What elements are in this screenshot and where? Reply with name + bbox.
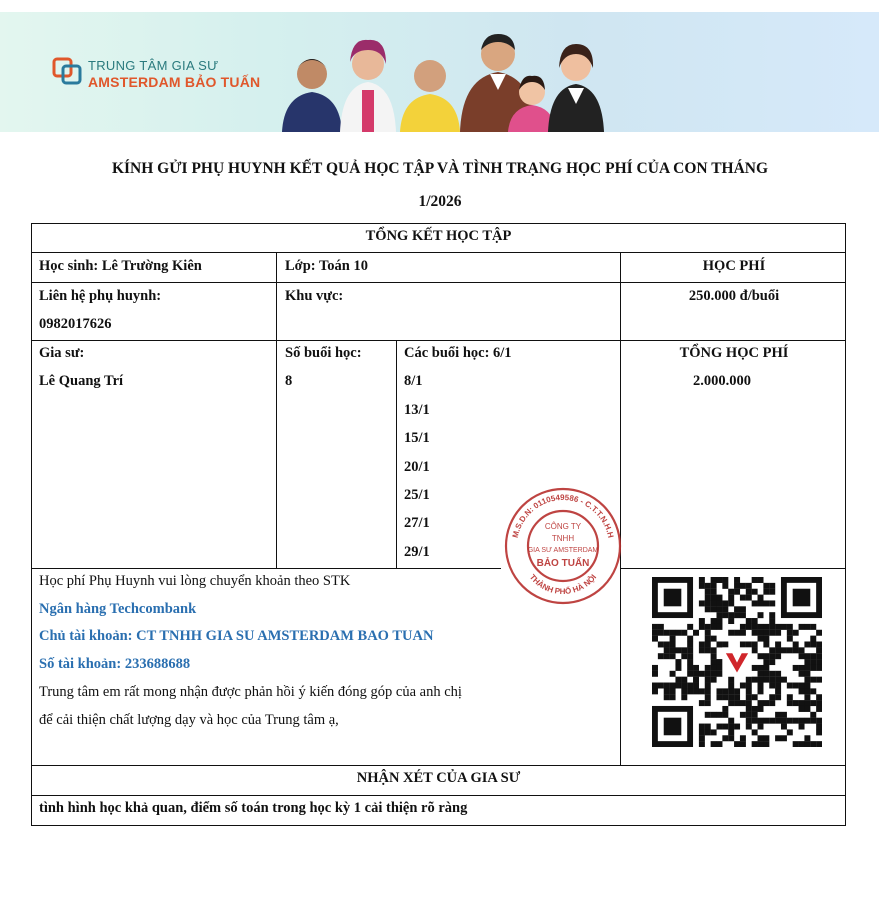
table-rule (31, 252, 846, 253)
total-fee-label: TỔNG HỌC PHÍ (679, 345, 789, 361)
svg-text:THÀNH PHỐ HÀ NỘI: THÀNH PHỐ HÀ NỘI (527, 572, 599, 597)
svg-text:CÔNG TY: CÔNG TY (544, 522, 582, 531)
table-rule (621, 568, 846, 569)
svg-text:M.S.D.N: 0110549586 - C.T.T.N.: M.S.D.N: 0110549586 - C.T.T.N.H.H (510, 492, 616, 539)
qr-code (652, 577, 822, 747)
session-date: 29/1 (404, 544, 430, 560)
summary-heading: TỔNG KẾT HỌC TẬP (365, 228, 512, 244)
page-title-line2: 1/2026 (418, 193, 462, 210)
session-date: 13/1 (404, 402, 430, 418)
session-date: 25/1 (404, 487, 430, 503)
session-dates-label: Các buổi học: 6/1 (404, 345, 512, 361)
svg-text:BẢO TUẤN: BẢO TUẤN (536, 558, 590, 569)
payment-intro: Học phí Phụ Huynh vui lòng chuyển khoản theo STK (39, 573, 351, 589)
table-rule (31, 795, 846, 796)
table-rule (31, 282, 846, 283)
session-date: 8/1 (404, 373, 423, 389)
brand-logo-icon (52, 56, 82, 86)
banner-people-photo (270, 12, 610, 132)
session-date: 20/1 (404, 459, 430, 475)
feedback-line1: Trung tâm em rất mong nhận được phản hồi ý kiến đóng góp của anh chị (39, 684, 462, 700)
student-name: Học sinh: Lê Trường Kiên (39, 258, 202, 274)
brand-name-line1: TRUNG TÂM GIA SƯ (88, 58, 219, 73)
header-banner (0, 12, 879, 132)
table-rule (31, 765, 846, 766)
comments-heading: NHẬN XÉT CỦA GIA SƯ (356, 770, 521, 786)
sessions-label: Số buổi học: (285, 345, 362, 361)
area-label: Khu vực: (285, 288, 344, 304)
page-title-line1: KÍNH GỬI PHỤ HUYNH KẾT QUẢ HỌC TẬP VÀ TÌNH TRẠNG HỌC PHÍ CỦA CON THÁNG (111, 160, 769, 177)
sessions-count: 8 (285, 373, 293, 389)
feedback-line2: để cải thiện chất lượng dạy và học của Trung tâm ạ, (39, 712, 339, 728)
tutor-name: Lê Quang Trí (39, 373, 124, 389)
tutor-comment: tình hình học khả quan, điểm số toán trong học kỳ 1 cải thiện rõ ràng (39, 800, 468, 816)
class-name: Lớp: Toán 10 (285, 258, 368, 274)
account-holder: Chủ tài khoản: CT TNHH GIA SU AMSTERDAM BAO TUAN (39, 628, 434, 644)
table-rule (31, 568, 501, 569)
svg-text:TNHH: TNHH (551, 534, 575, 543)
table-rule (31, 340, 846, 341)
session-date: 27/1 (404, 515, 430, 531)
brand-name-line2: AMSTERDAM BẢO TUẤN (88, 74, 261, 90)
bank-name: Ngân hàng Techcombank (39, 601, 197, 617)
total-fee-value: 2.000.000 (693, 373, 751, 389)
parent-contact-label: Liên hệ phụ huynh: (39, 288, 162, 304)
svg-text:GIA SƯ AMSTERDAM: GIA SƯ AMSTERDAM (527, 547, 599, 554)
parent-contact-value: 0982017626 (39, 316, 112, 332)
table-rule (396, 340, 397, 568)
session-date: 15/1 (404, 430, 430, 446)
fee-per-session: 250.000 đ/buổi (688, 288, 780, 304)
account-number: Số tài khoản: 233688688 (39, 656, 191, 672)
fee-heading: HỌC PHÍ (702, 258, 766, 274)
table-rule (276, 252, 277, 568)
company-stamp (503, 486, 623, 606)
tutor-label: Gia sư: (39, 345, 85, 361)
